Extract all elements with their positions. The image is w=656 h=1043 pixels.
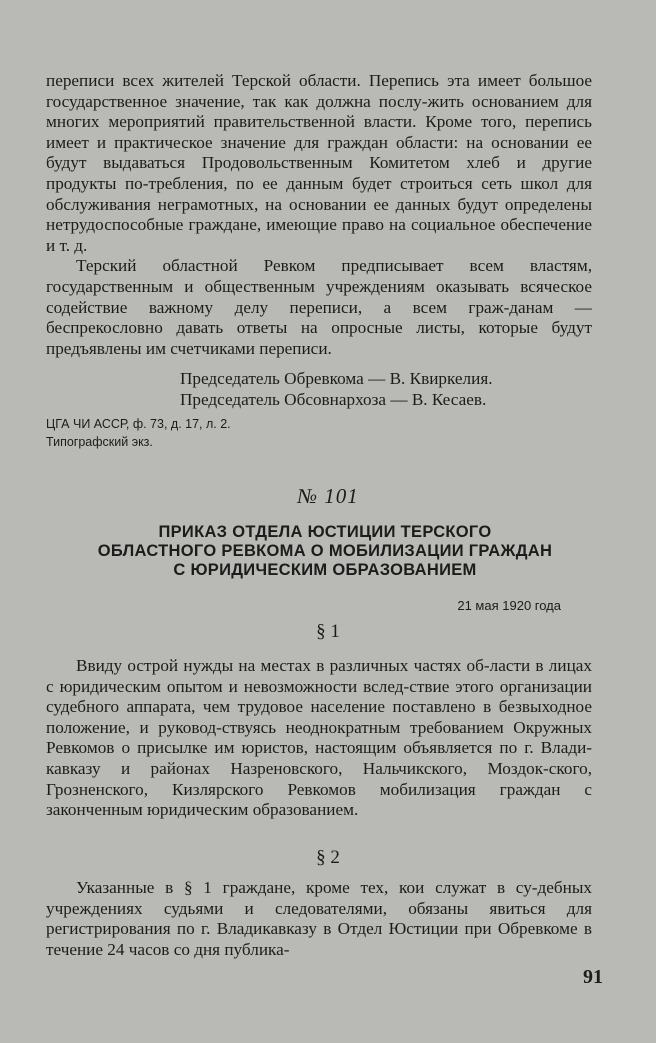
archive-copy-type: Типографский экз. (46, 435, 153, 449)
intro-paragraph-2: Терский областной Ревком предписывает всем властям, государственным и общественным учреждениям оказывать всяческое содействие важному делу переписи, а всем граж-данам — беспрекословно давать ответы на опросные листы, которые будут предъявлены им счетчиками переписи. (46, 256, 592, 358)
document-number: № 101 (297, 484, 359, 508)
document-title-line-3: С ЮРИДИЧЕСКИМ ОБРАЗОВАНИЕМ (173, 561, 477, 579)
section-1-text: Ввиду острой нужды на местах в различных частях об-ласти в лицах с юридическим опытом и невозможности вслед-ствие этого организации судебного аппарата, чем трудовое население поставлено в безвыходное положение, и руковод-ствуясь неоднократным требованием Окружных Ревкомов о присылке им юристов, настоящим объявляется по г. Влади-кавказу и районах Назреновского, Нальчикского, Моздок-ского, Грозненского, Кизлярского Ревкомов мобилизация граждан с законченным юридическим образованием. (46, 656, 592, 820)
document-title (30, 523, 620, 580)
section-1-text-block (46, 656, 592, 821)
signature-chairman-obrevkom: Председатель Обревкома — В. Квиркелия. (180, 369, 493, 388)
section-2-text: Указанные в § 1 граждане, кроме тех, кои служат в су-дебных учреждениях судьями и следователями, обязаны явиться для регистрирования по г. Владикавказу в Отдел Юстиции при Обревкоме в течение 24 часов со дня публика- (46, 878, 592, 959)
archive-reference: ЦГА ЧИ АССР, ф. 73, д. 17, л. 2. (46, 417, 231, 431)
intro-text (46, 71, 592, 359)
section-2-mark: § 2 (316, 847, 340, 868)
document-date: 21 мая 1920 года (457, 598, 561, 613)
document-title-line-2: ОБЛАСТНОГО РЕВКОМА О МОБИЛИЗАЦИИ ГРАЖДАН (97, 542, 553, 560)
intro-paragraph-1: переписи всех жителей Терской области. Перепись эта имеет большое государственное значение, так как должна послу-жить основанием для многих мероприятий правительственной власти. Кроме того, перепись имеет и практическое значение для граждан области: на основании ее будут выдаваться Продовольственным Комитетом хлеб и другие продукты по-требления, по ее данным будет строиться сеть школ для обслуживания неграмотных, на основании ее данных будут определены нетрудоспособные граждане, имеющие право на социальное обеспечение и т. д. (46, 71, 592, 255)
document-title-line-1: ПРИКАЗ ОТДЕЛА ЮСТИЦИИ ТЕРСКОГО (158, 523, 492, 541)
section-2-text-block (46, 878, 592, 960)
page-number: 91 (583, 966, 603, 988)
section-1-mark: § 1 (316, 621, 340, 642)
signature-chairman-obsovnarkhoz: Председатель Обсовнархоза — В. Кесаев. (180, 390, 487, 409)
